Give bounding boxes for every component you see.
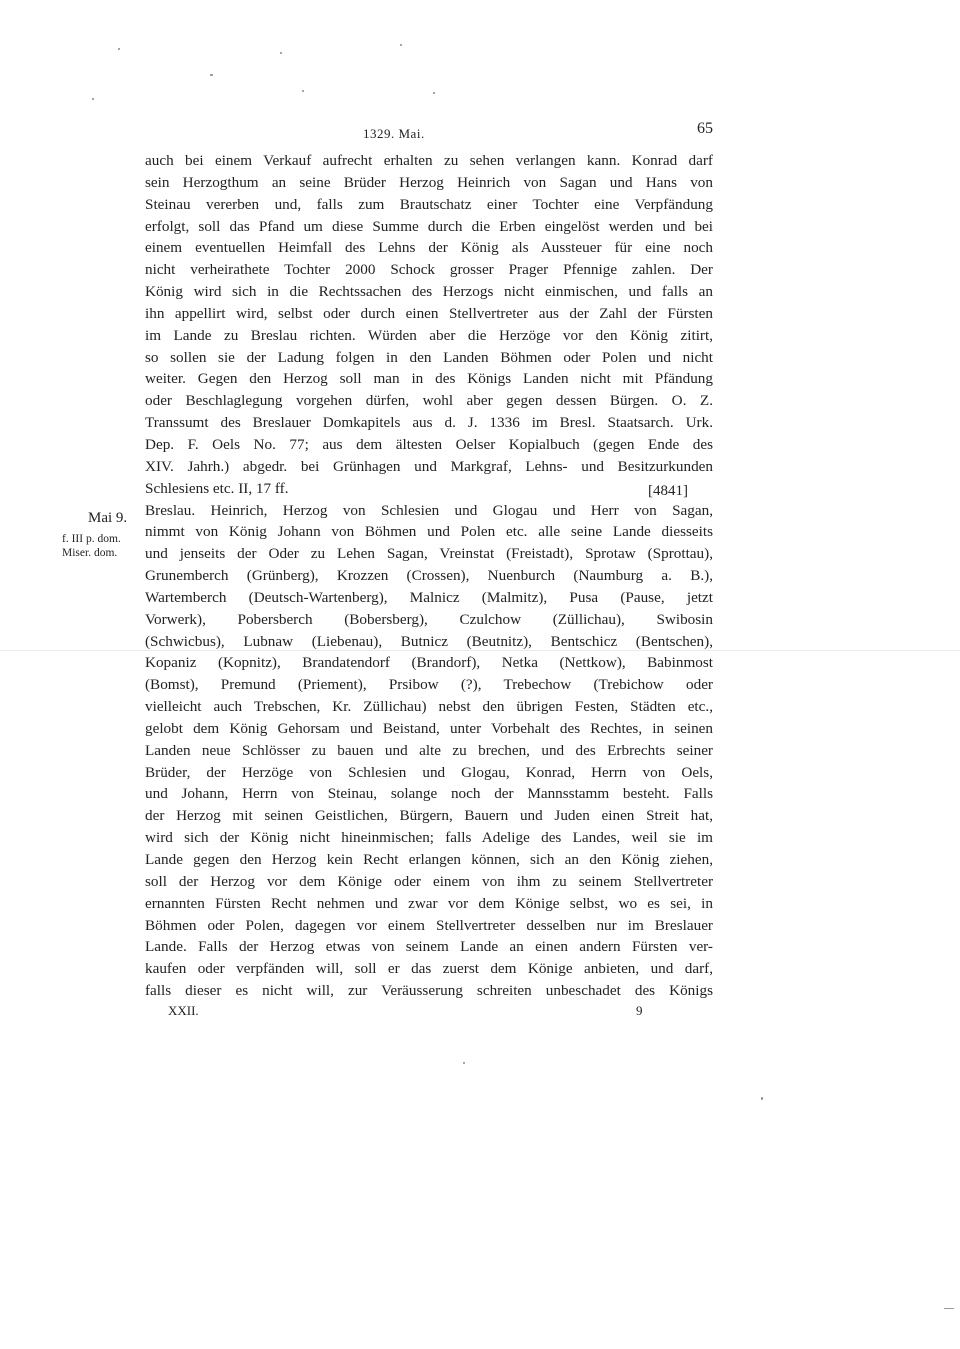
text-line: nimmt von König Johann von Böhmen und Polen etc. alle seine Lande diesseits	[145, 523, 713, 541]
text-line: der Herzog mit seinen Geistlichen, Bürgern, Bauern und Juden einen Streit hat,	[145, 807, 713, 825]
text-line: soll der Herzog vor dem Könige oder einem von ihm zu seinem Stellvertreter	[145, 872, 713, 890]
text-line: nicht verheirathete Tochter 2000 Schock grosser Prager Pfennige zahlen. Der	[145, 261, 713, 279]
text-line: und Johann, Herrn von Steinau, solange noch der Mannsstamm besteht. Falls	[145, 785, 713, 803]
text-line: so sollen sie der Ladung folgen in den Landen Böhmen oder Polen und nicht	[145, 348, 713, 366]
text-line: sein Herzogthum an seine Brüder Herzog Heinrich von Sagan und Hans von	[145, 173, 713, 191]
scan-speck	[433, 92, 435, 94]
text-line: Brüder, der Herzöge von Schlesien und Glogau, Konrad, Herrn von Oels,	[145, 763, 713, 781]
scan-speck	[210, 74, 213, 76]
text-line: Schlesiens etc. II, 17 ff.	[145, 479, 289, 497]
text-line: Steinau vererben und, falls zum Brautschatz einer Tochter eine Verpfändung	[145, 195, 713, 213]
text-line: Böhmen oder Polen, dagegen vor einem Stellvertreter desselben nur im Breslauer	[145, 916, 713, 934]
edge-mark	[944, 1308, 954, 1309]
text-line: und jenseits der Oder zu Lehen Sagan, Vreinstat (Freistadt), Sprotaw (Sprottau),	[145, 545, 713, 563]
text-line: Transsumt des Breslauer Domkapitels aus d. J. 1336 im Bresl. Staatsarch. Urk.	[145, 414, 713, 432]
text-line: im Lande zu Breslau richten. Würden aber die Herzöge vor den König zitirt,	[145, 326, 713, 344]
text-line: einem eventuellen Heimfall des Lehns der König als Aussteuer für eine noch	[145, 239, 713, 257]
text-line: oder Beschlaglegung vorgehen dürfen, wohl aber gegen dessen Bürgen. O. Z.	[145, 392, 713, 410]
text-line: (Schwicbus), Lubnaw (Liebenau), Butnicz (Beutnitz), Bentschicz (Bentschen),	[145, 632, 713, 650]
text-line: gelobt dem König Gehorsam und Beistand, unter Vorbehalt des Rechtes, in seinen	[145, 719, 713, 737]
footer-signature: XXII.	[168, 1003, 199, 1018]
text-line: Kopaniz (Kopnitz), Brandatendorf (Brandorf), Netka (Nettkow), Babinmost	[145, 654, 713, 672]
margin-reference: f. III p. dom.	[62, 533, 121, 545]
text-line: erfolgt, soll das Pfand um diese Summe durch die Erben eingelöst werden und bei	[145, 217, 713, 235]
document-number: [4841]	[648, 483, 688, 499]
text-line: kaufen oder verpfänden will, soll er das zuerst dem Könige anbieten, und darf,	[145, 960, 713, 978]
text-line: vielleicht auch Trebschen, Kr. Züllichau) nebst den übrigen Festen, Städten etc.,	[145, 698, 713, 716]
text-line: auch bei einem Verkauf aufrecht erhalten zu sehen verlangen kann. Konrad darf	[145, 152, 713, 169]
text-line: wird sich der König nicht hineinmischen; falls Adelige des Landes, weil sie im	[145, 829, 713, 847]
page-number: 65	[697, 120, 713, 137]
scan-speck	[463, 1062, 465, 1064]
page-footer	[168, 1003, 648, 1023]
margin-date: Mai 9.	[88, 510, 128, 526]
text-line: XIV. Jahrh.) abgedr. bei Grünhagen und Markgraf, Lehns- und Besitzurkunden	[145, 457, 713, 475]
text-line: ihn appellirt wird, selbst oder durch einen Stellvertreter aus der Zahl der Fürsten	[145, 304, 713, 322]
scan-speck	[400, 44, 402, 46]
scan-speck	[118, 48, 120, 50]
text-line: falls dieser es nicht will, zur Veräusserung schreiten unbeschadet des Königs	[145, 982, 713, 1000]
text-line: Dep. F. Oels No. 77; aus dem ältesten Oelser Kopialbuch (gegen Ende des	[145, 435, 713, 453]
text-line: weiter. Gegen den Herzog soll man in des Königs Landen nicht mit Pfändung	[145, 370, 713, 388]
scan-speck	[302, 90, 304, 92]
scan-speck	[280, 52, 282, 54]
body-text	[145, 150, 713, 1002]
text-line: Lande. Falls der Herzog etwas von seinem Lande an einen andern Fürsten ver-	[145, 938, 713, 956]
text-line: Wartemberch (Deutsch-Wartenberg), Malnicz (Malmitz), Pusa (Pause, jetzt	[145, 588, 713, 606]
text-line: Vorwerk), Pobersberch (Bobersberg), Czulchow (Züllichau), Swibosin	[145, 610, 713, 628]
running-head	[145, 120, 713, 144]
scan-speck	[761, 1097, 763, 1100]
footer-sheet-number: 9	[636, 1003, 643, 1018]
text-line: Grunemberch (Grünberg), Krozzen (Crossen), Nuenburch (Naumburg a. B.),	[145, 567, 713, 585]
margin-reference: Miser. dom.	[62, 547, 118, 559]
text-line: Lande gegen den Herzog kein Recht erlangen können, sich an den König ziehen,	[145, 851, 713, 868]
text-line: ernannten Fürsten Recht nehmen und zwar vor dem Könige selbst, wo es sei, in	[145, 894, 713, 912]
running-head-title: 1329. Mai.	[363, 126, 425, 141]
scan-speck	[92, 98, 94, 100]
text-line: (Bomst), Premund (Priement), Prsibow (?), Trebechow (Trebichow oder	[145, 676, 713, 694]
text-line: Breslau. Heinrich, Herzog von Schlesien und Glogau und Herr von Sagan,	[145, 501, 713, 519]
text-line: Landen neue Schlösser zu bauen und alte zu brechen, und des Erbrechts seiner	[145, 741, 713, 759]
text-line: König wird sich in die Rechtssachen des Herzogs nicht einmischen, und falls an	[145, 283, 713, 301]
